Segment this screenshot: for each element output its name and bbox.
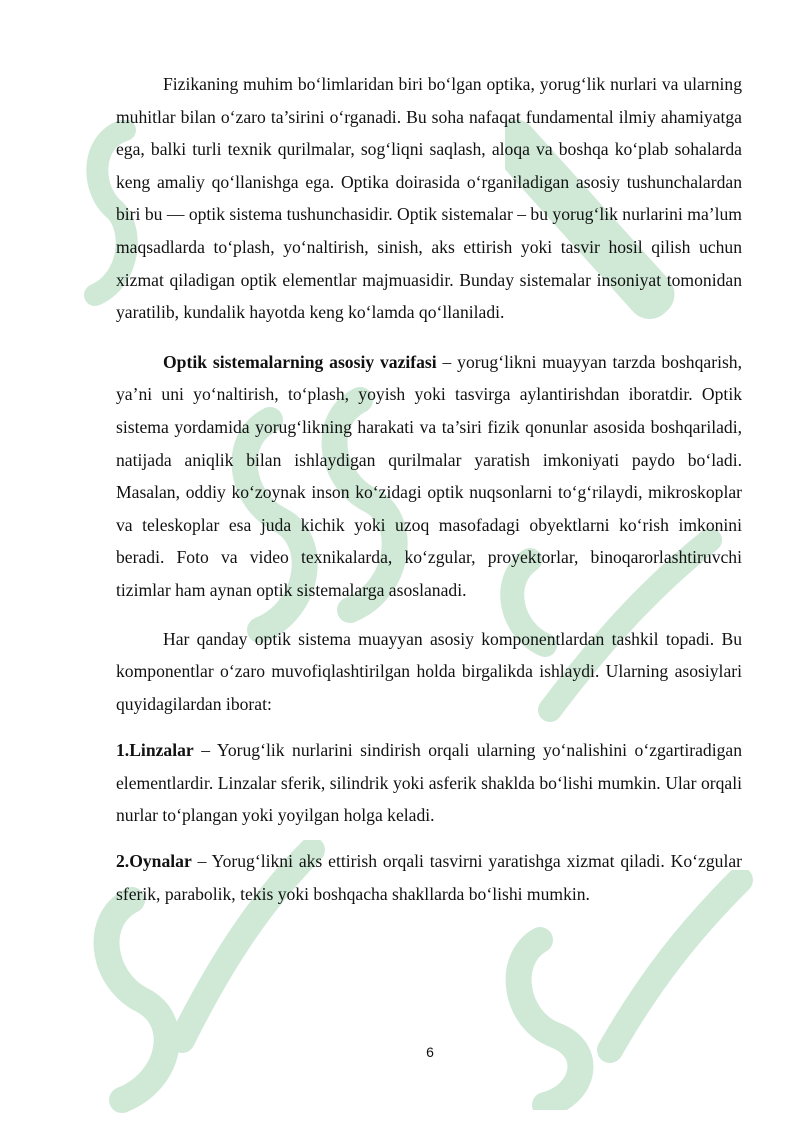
paragraph-intro: Fizikaning muhim bo‘limlaridan biri bo‘lgan optika, yorug‘lik nurlari va ularning muhitlar bilan o‘zaro ta’sirini o‘rganadi. Bu soha nafaqat fundamental ilmiy ahamiyatga ega, balki turli texnik qurilmalar, sog‘liqni saqlash, aloqa va boshqa ko‘plab sohalarda keng amaliy qo‘llanishga ega. Optika doirasida o‘rganiladigan asosiy tushunchalardan biri bu — optik sistema tushunchasidir. Optik sistemalar – bu yorug‘lik nurlarini ma’lum maqsadlarda to‘plash, yo‘naltirish, sinish, aks ettirish yoki tasvir hosil qilish uchun xizmat qiladigan optik elementlar majmuasidir. Bunday sistemalar insoniyat tomonidan yaratilib, kundalik hayotda keng ko‘lamda qo‘llaniladi.: [116, 74, 742, 323]
list-item-linzalar: [116, 734, 742, 832]
page-number: 6: [426, 1044, 434, 1060]
list-item-heading: 2.Oynalar: [116, 851, 192, 872]
paragraph-body: – yorug‘likni muayyan tarzda boshqarish, ya’ni uni yo‘naltirish, to‘plash, yoyish yoki tasvirga aylantirishdan iboratdir. Optik sistema yordamida yorug‘likning harakati va ta’siri fizik qonunlar asosida boshqariladi, natijada aniqlik bilan ishlaydigan qurilmalar yaratish imkoniyati paydo bo‘ladi. Masalan, oddiy ko‘zoynak inson ko‘zidagi optik nuqsonlarni to‘g‘rilaydi, mikroskoplar va teleskoplar esa juda kichik yoki uzoq masofadagi obyektlarni ko‘rish imkonini beradi. Foto va video texnikalarda, ko‘zgular, proyektorlar, binoqarorlashtiruvchi tizimlar ham aynan optik sistemalarga asoslanadi.: [116, 351, 742, 600]
document-body: [116, 68, 742, 910]
paragraph-main-function: [116, 346, 742, 607]
list-item-body: – Yorug‘likni aks ettirish orqali tasvirni yaratishga xizmat qiladi. Ko‘zgular sferik, parabolik, tekis yoki boshqacha shakllarda bo‘lishi mumkin.: [116, 851, 742, 904]
list-item-body: – Yorug‘lik nurlarini sindirish orqali ularning yo‘nalishini o‘zgartiradigan elementlardir. Linzalar sferik, silindrik yoki asferik shaklda bo‘lishi mumkin. Ular orqali nurlar to‘plangan yoki yoyilgan holga keladi.: [116, 740, 742, 826]
paragraph-heading-bold: Optik sistemalarning asosiy vazifasi: [163, 351, 437, 372]
list-item-heading: 1.Linzalar: [116, 740, 194, 761]
paragraph-components-intro: Har qanday optik sistema muayyan asosiy komponentlardan tashkil topadi. Bu komponentlar o‘zaro muvofiqlashtirilgan holda birgalikda ishlaydi. Ularning asosiylari quyidagilardan iborat:: [116, 628, 742, 714]
list-item-oynalar: [116, 845, 742, 910]
